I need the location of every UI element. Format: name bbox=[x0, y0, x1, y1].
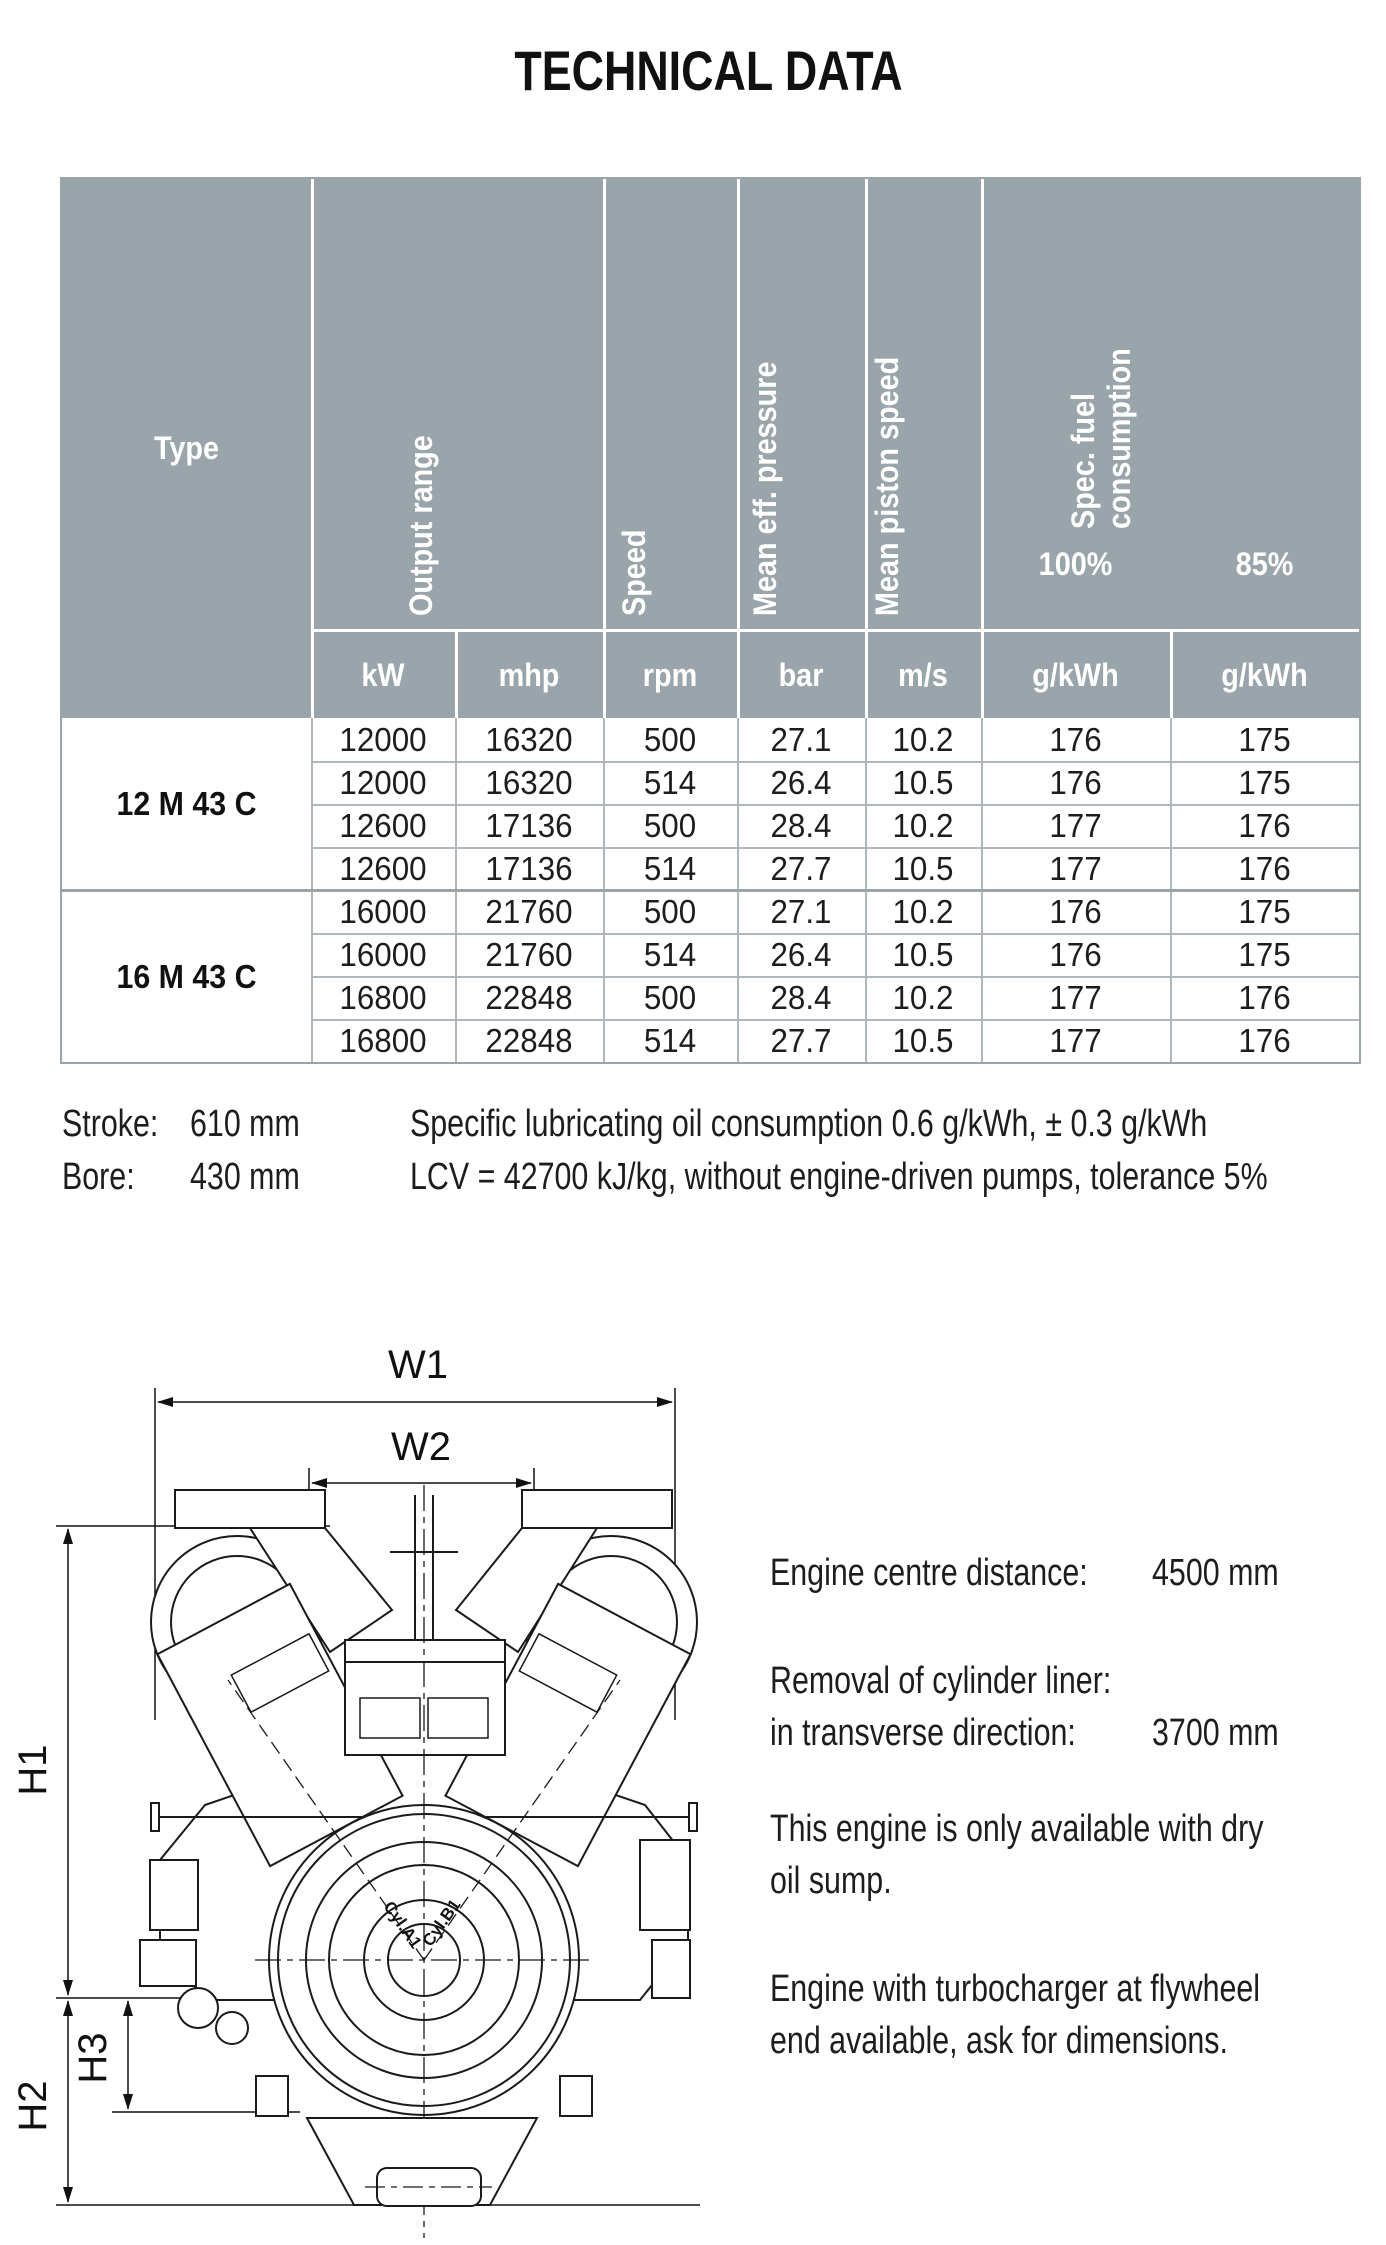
table-cell: 10.5 bbox=[892, 849, 954, 887]
unit-ms: m/s bbox=[898, 656, 948, 693]
table-cell: 27.7 bbox=[770, 1021, 832, 1059]
stroke-label: Stroke: bbox=[62, 1103, 159, 1145]
header-load-85: 85% bbox=[1235, 546, 1294, 582]
engine-front-view-drawing bbox=[0, 1300, 760, 2245]
cyl-a1-label: Cyl.A1 bbox=[379, 1897, 426, 1952]
table-cell: 17136 bbox=[485, 806, 573, 844]
table-cell: 176 bbox=[1238, 1021, 1291, 1059]
header-load-100: 100% bbox=[1038, 546, 1113, 582]
table-cell: 176 bbox=[1238, 978, 1291, 1016]
table-cell: 28.4 bbox=[770, 978, 832, 1016]
header-spec-fuel-line1: Spec. fuel bbox=[1065, 392, 1101, 529]
table-cell: 514 bbox=[643, 849, 697, 887]
table-cell: 26.4 bbox=[770, 935, 832, 973]
engine-type-12m43c: 12 M 43 C bbox=[116, 784, 257, 822]
liner-removal-line2: in transverse direction: bbox=[770, 1712, 1076, 1754]
cyl-b1-label: Cyl.B1 bbox=[418, 1895, 465, 1950]
table-cell: 17136 bbox=[485, 849, 573, 887]
centre-distance-label: Engine centre distance: bbox=[770, 1552, 1088, 1594]
liner-removal-line1: Removal of cylinder liner: bbox=[770, 1660, 1112, 1702]
table-cell: 10.2 bbox=[892, 892, 954, 930]
dim-h1-label: H1 bbox=[11, 1744, 55, 1796]
table-cell: 12000 bbox=[339, 720, 427, 758]
table-cell: 16000 bbox=[339, 892, 427, 930]
dim-h3-label: H3 bbox=[71, 2032, 115, 2084]
lube-oil-note: Specific lubricating oil consumption 0.6 g/kWh, ± 0.3 g/kWh bbox=[410, 1103, 1208, 1145]
centre-distance-value: 4500 mm bbox=[1152, 1552, 1279, 1594]
table-cell: 500 bbox=[643, 892, 697, 930]
engine-type-16m43c: 16 M 43 C bbox=[116, 958, 257, 995]
header-output-range: Output range bbox=[403, 435, 439, 616]
dim-h2-label: H2 bbox=[11, 2080, 55, 2132]
table-cell: 500 bbox=[643, 806, 697, 844]
table-cell: 10.2 bbox=[892, 720, 954, 758]
table-cell: 27.7 bbox=[770, 849, 832, 887]
table-cell: 177 bbox=[1049, 806, 1102, 844]
table-cell: 12600 bbox=[339, 806, 427, 844]
table-cell: 10.5 bbox=[892, 935, 954, 973]
unit-rpm: rpm bbox=[642, 656, 698, 693]
table-cell: 176 bbox=[1238, 806, 1291, 844]
header-speed: Speed bbox=[616, 529, 652, 616]
table-cell: 16800 bbox=[339, 978, 427, 1016]
table-cell: 28.4 bbox=[770, 806, 832, 844]
table-cell: 21760 bbox=[485, 935, 573, 973]
table-cell: 176 bbox=[1238, 849, 1291, 887]
dim-w2-label: W2 bbox=[391, 1425, 451, 1469]
table-cell: 177 bbox=[1049, 1021, 1102, 1059]
unit-kw: kW bbox=[361, 656, 405, 693]
table-cell: 175 bbox=[1238, 720, 1291, 758]
table-cell: 27.1 bbox=[770, 720, 832, 758]
table-cell: 177 bbox=[1049, 849, 1102, 887]
dim-w1-label: W1 bbox=[388, 1343, 448, 1387]
unit-mhp: mhp bbox=[498, 656, 560, 693]
table-cell: 514 bbox=[643, 1021, 697, 1059]
unit-bar: bar bbox=[778, 656, 824, 693]
table-cell: 16320 bbox=[485, 763, 573, 801]
bore-value: 430 mm bbox=[190, 1156, 300, 1198]
table-cell: 27.1 bbox=[770, 892, 832, 930]
lcv-note: LCV = 42700 kJ/kg, without engine-driven pumps, tolerance 5% bbox=[410, 1156, 1268, 1198]
stroke-value: 610 mm bbox=[190, 1103, 300, 1145]
unit-gkwh-100: g/kWh bbox=[1032, 656, 1119, 693]
table-cell: 176 bbox=[1049, 892, 1102, 930]
table-cell: 10.2 bbox=[892, 978, 954, 1016]
table-cell: 12600 bbox=[339, 849, 427, 887]
table-cell: 176 bbox=[1049, 720, 1102, 758]
table-cell: 176 bbox=[1049, 763, 1102, 801]
table-cell: 16320 bbox=[485, 720, 573, 758]
table-cell: 514 bbox=[643, 935, 697, 973]
table-cell: 26.4 bbox=[770, 763, 832, 801]
bore-label: Bore: bbox=[62, 1156, 135, 1198]
table-cell: 10.2 bbox=[892, 806, 954, 844]
table-cell: 10.5 bbox=[892, 763, 954, 801]
table-cell: 500 bbox=[643, 720, 697, 758]
unit-gkwh-85: g/kWh bbox=[1221, 656, 1308, 693]
table-cell: 16800 bbox=[339, 1021, 427, 1059]
table-cell: 514 bbox=[643, 763, 697, 801]
table-cell: 22848 bbox=[485, 1021, 573, 1059]
header-mean-piston-speed: Mean piston speed bbox=[869, 356, 905, 616]
table-header bbox=[62, 179, 1359, 718]
table-cell: 175 bbox=[1238, 935, 1291, 973]
header-mean-eff-pressure: Mean eff. pressure bbox=[747, 361, 783, 616]
header-spec-fuel-line2: consumption bbox=[1101, 348, 1137, 529]
dry-sump-note-line2: oil sump. bbox=[770, 1860, 892, 1902]
table-cell: 176 bbox=[1049, 935, 1102, 973]
dry-sump-note-line1: This engine is only available with dry bbox=[770, 1808, 1264, 1850]
liner-removal-value: 3700 mm bbox=[1152, 1712, 1279, 1754]
technical-data-table bbox=[60, 177, 1361, 1064]
table-cell: 175 bbox=[1238, 892, 1291, 930]
table-cell: 21760 bbox=[485, 892, 573, 930]
table-cell: 12000 bbox=[339, 763, 427, 801]
table-cell: 500 bbox=[643, 978, 697, 1016]
table-cell: 10.5 bbox=[892, 1021, 954, 1059]
turbo-note-line1: Engine with turbocharger at flywheel bbox=[770, 1968, 1261, 2010]
header-type: Type bbox=[153, 430, 220, 466]
page-title: TECHNICAL DATA bbox=[514, 39, 903, 102]
table-cell: 175 bbox=[1238, 763, 1291, 801]
table-cell: 177 bbox=[1049, 978, 1102, 1016]
table-cell: 16000 bbox=[339, 935, 427, 973]
turbo-note-line2: end available, ask for dimensions. bbox=[770, 2020, 1228, 2062]
table-cell: 22848 bbox=[485, 978, 573, 1016]
